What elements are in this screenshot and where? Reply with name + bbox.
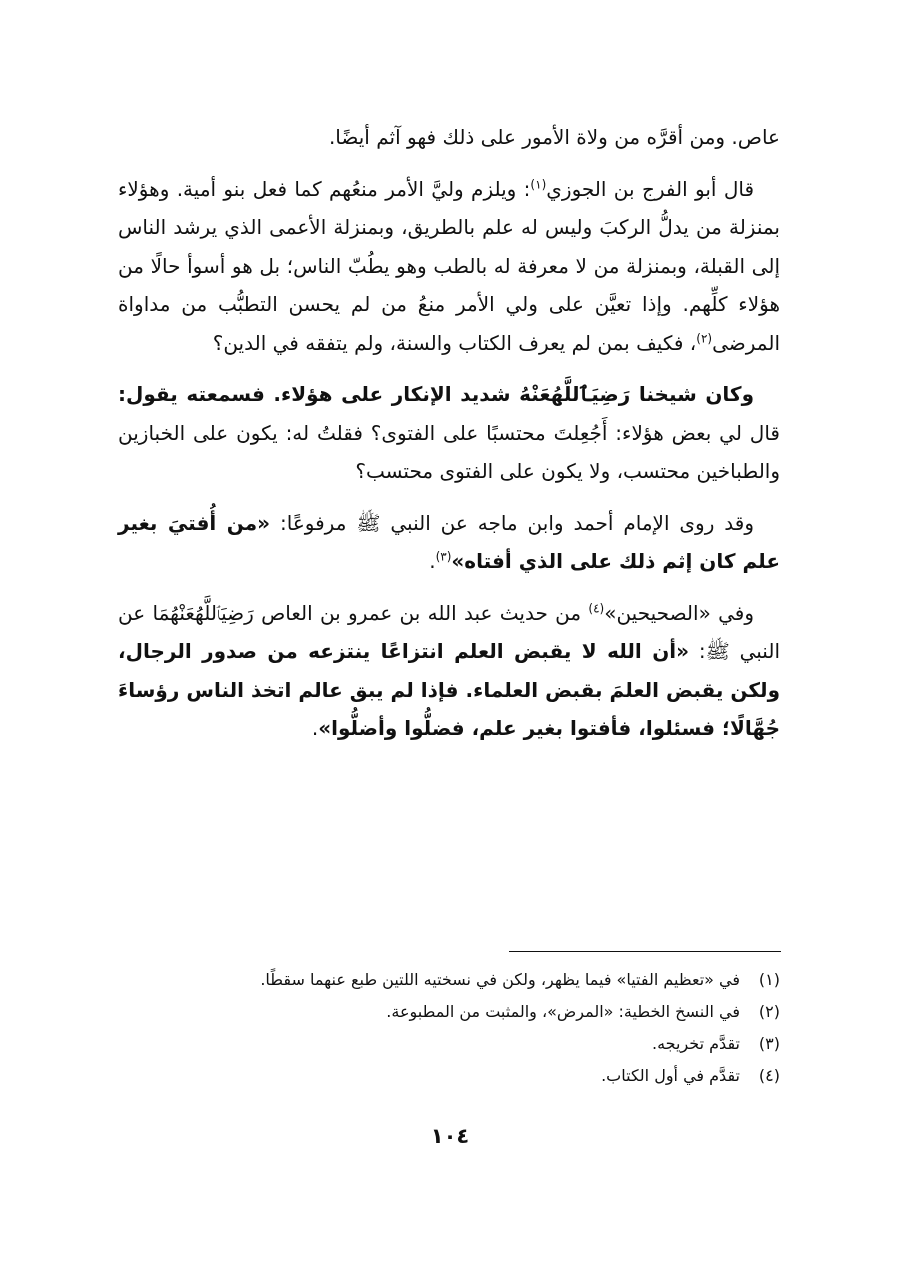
paragraph-2 <box>118 170 780 363</box>
footnote-ref-3[interactable]: (٣) <box>435 549 452 564</box>
footnote-number: (٤) <box>758 1066 780 1085</box>
p4-hadith: «من أُفتيَ بغير علم كان إثم ذلك على الذي أفتاه» <box>118 510 780 573</box>
footnote-ref-1[interactable]: (١) <box>530 176 547 191</box>
p3-text: قال لي بعض هؤلاء: أَجُعِلتَ محتسبًا على الفتوى؟ فقلتُ له: يكون على الخبازين والطباخين محتسب، ولا يكون على الفتوى محتسب؟ <box>118 420 780 483</box>
paragraph-1 <box>118 118 780 157</box>
footnote-text: في «تعظيم الفتيا» فيما يظهر، ولكن في نسختيه اللتين طبع عنهما سقطًا. <box>260 970 740 989</box>
p5-hadith: «أن الله لا يقبض العلم انتزاعًا ينتزعه من صدور الرجال، ولكن يقبض العلمَ بقبض العلماء. فإذا لم يبق عالم اتخذ الناس رؤساءَ جُهَّالًا؛ فسئلوا، فأفتوا بغير علم، فضلُّوا وأضلُّوا» <box>118 639 780 740</box>
footnote-ref-4[interactable]: (٤) <box>588 600 605 615</box>
main-text <box>118 118 780 761</box>
footnote-3 <box>118 1028 780 1060</box>
footnote-4 <box>118 1060 780 1092</box>
footnote-text: تقدَّم في أول الكتاب. <box>601 1066 740 1085</box>
footnote-text: تقدَّم تخريجه. <box>652 1034 740 1053</box>
p4-end: . <box>429 549 436 573</box>
page-number: ١٠٤ <box>430 1124 470 1148</box>
p3-bold: وكان شيخنا رَضِيَٱللَّهُعَنْهُ شديد الإنكار على هؤلاء. فسمعته يقول: <box>118 382 754 406</box>
paragraph-5 <box>118 594 780 748</box>
p5-end: . <box>311 716 319 740</box>
footnote-number: (٣) <box>758 1034 780 1053</box>
footnotes <box>118 964 780 1092</box>
p4-text-a: وقد روى الإمام أحمد وابن ماجه عن النبي ﷺ مرفوعًا: <box>270 510 754 535</box>
p5-text-b: من حديث عبد الله بن عمرو بن العاص رَضِيَٱللَّهُعَنْهُمَا عن النبي ﷺ: <box>118 600 780 663</box>
footnote-number: (٢) <box>758 1002 780 1021</box>
footnote-number: (١) <box>758 970 780 989</box>
paragraph-4 <box>118 504 780 581</box>
footnote-1 <box>118 964 780 996</box>
p2-text-a: قال أبو الفرج بن الجوزي <box>546 176 755 201</box>
footnote-2 <box>118 996 780 1028</box>
footnote-ref-2[interactable]: (٢) <box>696 330 713 345</box>
p5-text-a: وفي «الصحيحين» <box>604 600 755 625</box>
p2-text-c: ، فكيف بمن لم يعرف الكتاب والسنة، ولم يتفقه في الدين؟ <box>212 330 697 355</box>
paragraph-3 <box>118 375 780 491</box>
footnote-text: في النسخ الخطية: «المرض»، والمثبت من المطبوعة. <box>386 1002 740 1021</box>
p1-text: عاص. ومن أقرَّه من ولاة الأمور على ذلك فهو آثم أيضًا. <box>328 125 780 149</box>
p2-text-b: : ويلزم وليَّ الأمر منعُهم كما فعل بنو أمية. وهؤلاء بمنزلة من يدلُّ الركبَ وليس له علم بالطريق، وبمنزلة الأعمى الذي يرشد الناس إلى القبلة، وبمنزلة من لا معرفة له بالطب وهو يطُبّ الناس؛ بل هو أسوأ حالًا من هؤلاء كلِّهم. وإذا تعيَّن على ولي الأمر منعُ من لم يحسن التطبُّب من مداواة المرضى <box>118 176 780 355</box>
footnote-divider <box>509 951 781 952</box>
